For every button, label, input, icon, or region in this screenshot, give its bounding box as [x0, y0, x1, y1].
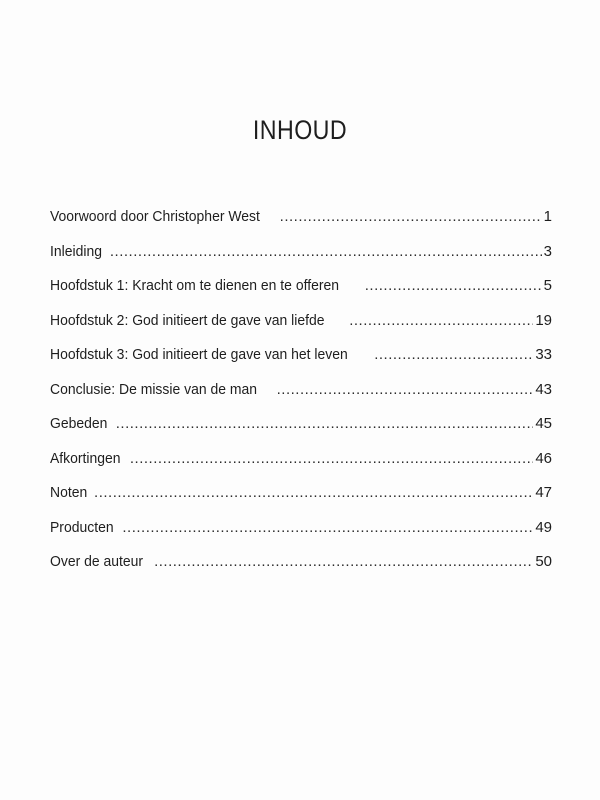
toc-entry [50, 312, 552, 347]
toc-entry-title: Noten [50, 484, 88, 501]
dot-leader [94, 484, 533, 501]
toc-entry-page: 50 [535, 553, 552, 570]
dot-leader [365, 277, 542, 294]
toc-entry-page: 43 [535, 380, 552, 398]
toc-entry-page: 49 [535, 518, 552, 536]
table-of-contents [50, 208, 552, 588]
toc-entry-title: Producten [50, 518, 114, 536]
toc-entry [50, 450, 552, 485]
toc-entry-title: Hoofdstuk 2: God initieert de gave van liefde [50, 311, 325, 329]
toc-entry-page: 19 [535, 311, 552, 329]
page-title: INHOUD [252, 115, 348, 145]
toc-entry-title: Hoofdstuk 3: God initieert de gave van het leven [50, 346, 348, 363]
dot-leader [374, 346, 533, 363]
toc-entry [50, 208, 552, 243]
toc-entry-page: 33 [535, 346, 552, 363]
toc-entry-title: Hoofdstuk 1: Kracht om te dienen en te offeren [50, 277, 340, 294]
dot-leader [154, 553, 533, 570]
toc-entry [50, 484, 552, 519]
toc-entry-page: 1 [543, 208, 552, 225]
toc-entry-page: 46 [535, 449, 552, 467]
dot-leader [116, 415, 534, 432]
toc-entry-title: Afkortingen [50, 449, 121, 467]
dot-leader [349, 312, 533, 329]
toc-entry-title: Voorwoord door Christopher West [50, 208, 260, 225]
toc-entry-page: 47 [535, 484, 552, 501]
toc-entry [50, 519, 552, 554]
dot-leader [130, 450, 533, 467]
dot-leader [277, 381, 534, 398]
dot-leader [280, 208, 542, 225]
toc-entry [50, 277, 552, 312]
dot-leader [122, 519, 533, 536]
toc-entry [50, 381, 552, 416]
toc-entry-title: Inleiding [50, 242, 102, 260]
dot-leader [110, 243, 542, 260]
toc-entry-page: 3 [543, 242, 552, 260]
toc-entry [50, 346, 552, 381]
toc-entry-title: Gebeden [50, 415, 108, 432]
toc-entry-title: Conclusie: De missie van de man [50, 380, 258, 398]
toc-entry-title: Over de auteur [50, 553, 144, 570]
toc-entry-page: 45 [535, 415, 552, 432]
toc-entry [50, 553, 552, 588]
toc-entry [50, 243, 552, 278]
toc-entry-page: 5 [543, 277, 552, 294]
toc-entry [50, 415, 552, 450]
